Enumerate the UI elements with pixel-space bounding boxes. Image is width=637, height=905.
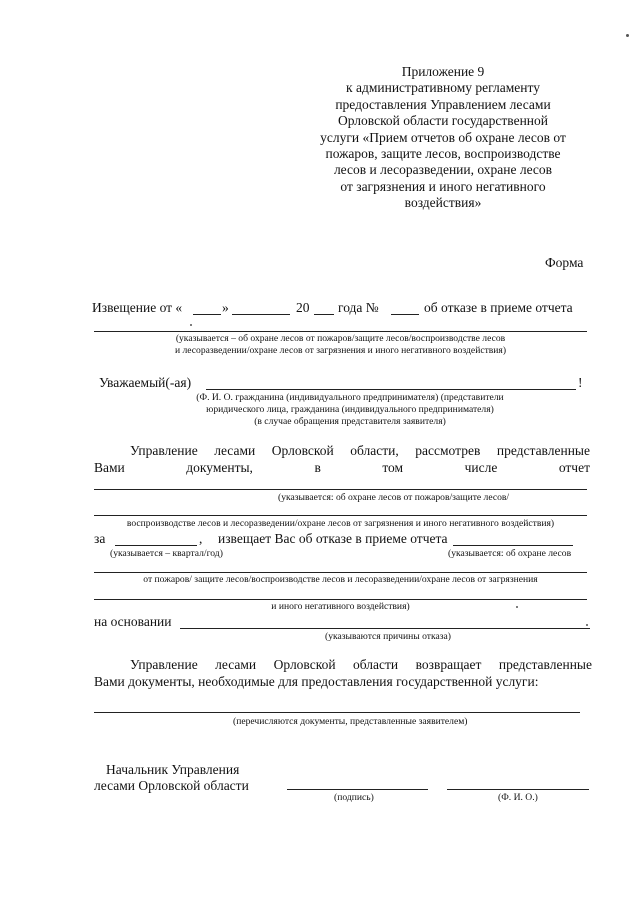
report-kind-field[interactable]: [453, 545, 573, 546]
scan-speck: [586, 624, 588, 626]
body1-word: отчет: [558, 460, 590, 475]
body1-line1: Управление лесами Орловской области, рассмотрев представленные: [130, 443, 590, 458]
annex-line: воздействия»: [404, 195, 482, 211]
annex-header: [296, 64, 590, 212]
annex-line: лесов и лесоразведении, охране лесов: [333, 162, 553, 178]
body2-line1: Управление лесами Орловской области возвращает представленные: [130, 657, 592, 672]
notice-subject: об отказе в приеме отчета: [424, 300, 573, 315]
za-label: за: [94, 531, 106, 546]
report-kind-field-3[interactable]: [94, 599, 587, 600]
notice-year-label: года №: [338, 300, 379, 315]
applicant-name-field[interactable]: [206, 389, 576, 390]
report-kind-field-2[interactable]: [94, 572, 587, 573]
hint-applicant-3: (в случае обращения представителя заявителя): [254, 416, 446, 427]
hint-reasons: (указываются причины отказа): [325, 631, 451, 642]
scan-speck: [516, 606, 518, 608]
body1-word: Вами: [94, 460, 125, 475]
hint-quarter: (указывается – квартал/год): [110, 548, 223, 559]
annex-title: Приложение 9: [401, 64, 485, 79]
body2-line2: Вами документы, необходимые для предоставления государственной услуги:: [94, 674, 539, 689]
report-type-field-3[interactable]: [94, 515, 587, 516]
annex-line: услуги «Прием отчетов об охране лесов от: [320, 129, 566, 145]
report-type-field-2[interactable]: [94, 489, 587, 490]
form-label: Форма: [545, 255, 584, 270]
hint-report-a: (указывается: об охране лесов от пожаров/защите лесов/: [278, 492, 510, 503]
annex-line: Орловской области государственной: [337, 113, 549, 129]
reasons-field[interactable]: [180, 628, 590, 629]
hint-signature: (подпись): [334, 792, 374, 803]
hint-fio: (Ф. И. О.): [498, 792, 538, 803]
signature-title-1: Начальник Управления: [106, 762, 240, 777]
annex-line: предоставления Управлением лесами: [335, 96, 551, 112]
body1-line2: [94, 460, 590, 476]
basis-label: на основании: [94, 614, 172, 629]
signature-title-2: лесами Орловской области: [94, 778, 249, 793]
number-field[interactable]: [391, 314, 419, 315]
hint-documents: (перечисляются документы, представленные заявителем): [233, 716, 468, 727]
notice-quote-close: »: [222, 300, 229, 315]
documents-field[interactable]: [94, 712, 580, 713]
year-field[interactable]: [314, 314, 334, 315]
hint-report-d: и иного негативного воздействия): [271, 601, 410, 612]
day-field[interactable]: [193, 314, 221, 315]
scan-speck: [626, 34, 629, 37]
hint-report-c: от пожаров/ защите лесов/воспроизводстве лесов и лесоразведении/охране лесов от загрязнения: [143, 574, 538, 585]
hint-report-b: воспроизводстве лесов и лесоразведении/охране лесов от загрязнения и иного негативного воздействия): [126, 518, 555, 529]
period-field[interactable]: [115, 545, 197, 546]
hint-report-type-2: и лесоразведении/охране лесов от загрязнения и иного негативного воздействия): [174, 345, 507, 356]
za-comma: ,: [199, 531, 203, 546]
annex-line: от загрязнения и иного негативного: [340, 178, 546, 194]
hint-applicant-1: (Ф. И. О. гражданина (индивидуального предпринимателя) (представители: [196, 392, 504, 403]
greeting-exclamation: !: [578, 375, 583, 390]
scan-speck: [190, 324, 192, 326]
month-field[interactable]: [232, 314, 290, 315]
annex-line: пожаров, защите лесов, воспроизводстве: [325, 146, 561, 162]
greeting-label: Уважаемый(-ая): [99, 375, 192, 390]
report-type-field[interactable]: [94, 331, 587, 332]
notice-year-prefix: 20: [296, 300, 310, 315]
notice-prefix: Извещение от «: [92, 300, 183, 315]
body1-word: в: [314, 460, 321, 475]
body1-word: числе: [464, 460, 498, 475]
body1-word: документы,: [186, 460, 253, 475]
hint-applicant-2: юридического лица, гражданина (индивидуального предпринимателя): [206, 404, 494, 415]
body1-word: том: [382, 460, 404, 475]
annex-line: к административному регламенту: [346, 80, 540, 96]
hint-ohrane: (указывается: об охране лесов: [448, 548, 572, 559]
signature-field[interactable]: [287, 789, 428, 790]
signature-name-field[interactable]: [447, 789, 589, 790]
notify-text: извещает Вас об отказе в приеме отчета: [218, 531, 448, 546]
hint-report-type-1: (указывается – об охране лесов от пожаров/защите лесов/воспроизводстве лесов: [175, 333, 506, 344]
